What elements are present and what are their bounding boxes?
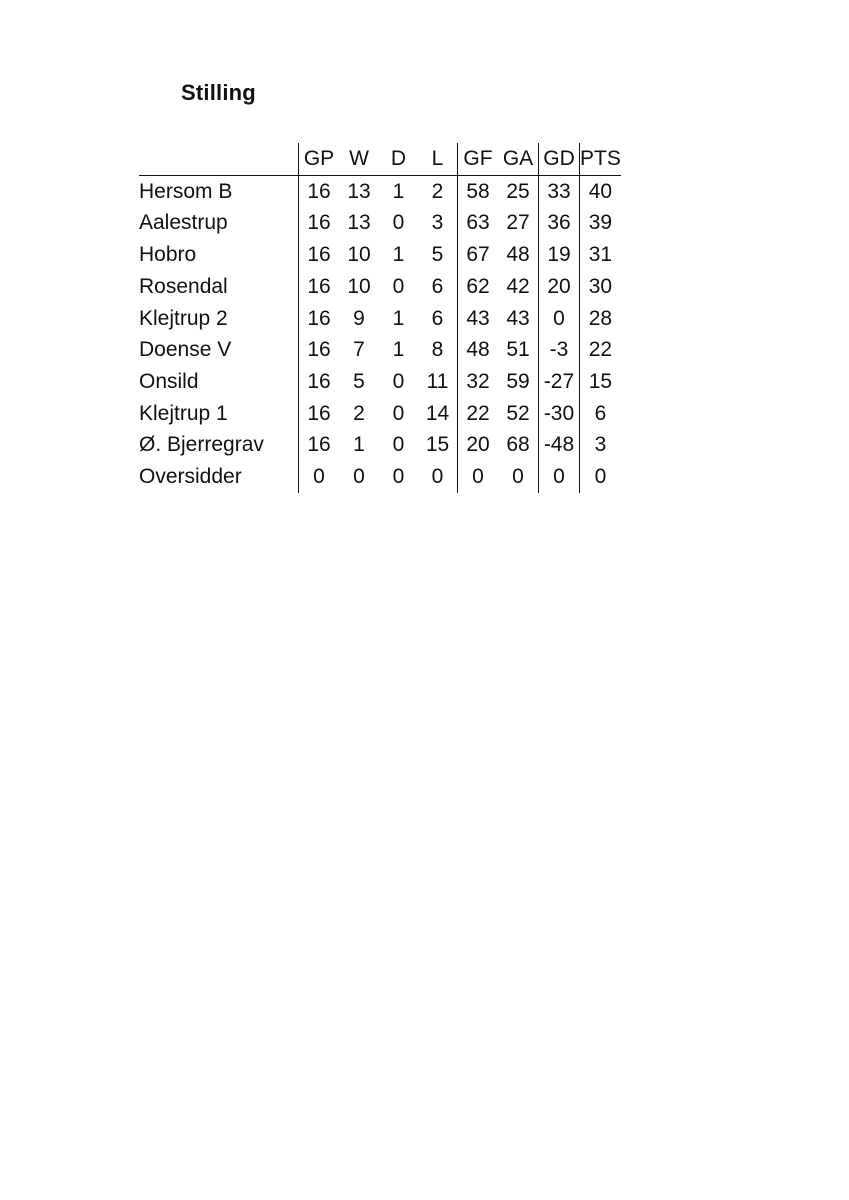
cell-d: 0 xyxy=(392,369,405,393)
cell-pts: 15 xyxy=(580,366,621,398)
header-team xyxy=(139,143,299,175)
cell-pts: 22 xyxy=(580,334,621,366)
cell-gf: 62 xyxy=(458,271,499,303)
team-name: Aalestrup xyxy=(139,211,228,235)
cell-gd: 0 xyxy=(539,461,580,493)
cell-gp: 16 xyxy=(299,239,340,271)
cell-d: 0 xyxy=(392,465,405,489)
cell-gf: 67 xyxy=(458,239,499,271)
cell-d: 0 xyxy=(392,433,405,457)
cell-w: 13 xyxy=(347,179,371,203)
cell-l: 3 xyxy=(431,211,444,235)
table-row xyxy=(139,239,621,271)
table-row xyxy=(139,271,621,303)
cell-l: 8 xyxy=(431,338,444,362)
cell-l: 6 xyxy=(431,306,444,330)
table-row xyxy=(139,334,621,366)
cell-gd: -30 xyxy=(539,398,580,430)
page-title: Stilling xyxy=(181,80,256,105)
cell-l: 6 xyxy=(431,274,444,298)
cell-pts: 40 xyxy=(580,175,621,207)
cell-pts: 30 xyxy=(580,271,621,303)
standings-body xyxy=(139,175,621,493)
cell-ga: 0 xyxy=(512,465,524,489)
cell-ga: 43 xyxy=(506,306,530,330)
cell-gp: 16 xyxy=(299,334,340,366)
cell-gp: 16 xyxy=(299,271,340,303)
team-name: Rosendal xyxy=(139,274,228,298)
cell-w: 0 xyxy=(353,465,365,489)
cell-ga: 52 xyxy=(506,401,530,425)
cell-gf: 58 xyxy=(458,175,499,207)
cell-ga: 42 xyxy=(506,274,530,298)
cell-gd: 19 xyxy=(539,239,580,271)
cell-l: 0 xyxy=(431,465,444,489)
cell-gp: 16 xyxy=(299,429,340,461)
cell-gp: 16 xyxy=(299,175,340,207)
table-row xyxy=(139,429,621,461)
standings-table xyxy=(139,143,621,493)
cell-gf: 22 xyxy=(458,398,499,430)
cell-d: 0 xyxy=(392,401,405,425)
cell-d: 1 xyxy=(392,338,405,362)
cell-ga: 68 xyxy=(506,433,530,457)
team-name: Doense V xyxy=(139,338,232,362)
cell-gf: 20 xyxy=(458,429,499,461)
cell-w: 10 xyxy=(347,274,371,298)
header-gd: GD xyxy=(539,143,580,175)
cell-gd: -3 xyxy=(539,334,580,366)
header-l: L xyxy=(418,143,458,175)
team-name: Oversidder xyxy=(139,465,242,489)
header-pts: PTS xyxy=(580,143,621,175)
cell-d: 0 xyxy=(392,274,405,298)
cell-d: 1 xyxy=(392,243,405,267)
cell-ga: 48 xyxy=(506,243,530,267)
team-name: Hobro xyxy=(139,243,197,267)
cell-gf: 48 xyxy=(458,334,499,366)
header-ga: GA xyxy=(498,143,539,175)
cell-l: 2 xyxy=(431,179,444,203)
cell-gd: 36 xyxy=(539,207,580,239)
header-row xyxy=(139,143,621,175)
cell-gp: 16 xyxy=(299,207,340,239)
team-name: Klejtrup 2 xyxy=(139,306,228,330)
cell-ga: 51 xyxy=(506,338,530,362)
cell-d: 1 xyxy=(392,306,405,330)
cell-pts: 39 xyxy=(580,207,621,239)
table-row xyxy=(139,461,621,493)
cell-w: 1 xyxy=(353,433,365,457)
cell-gf: 0 xyxy=(458,461,499,493)
cell-ga: 59 xyxy=(506,369,530,393)
cell-w: 7 xyxy=(353,338,365,362)
cell-pts: 6 xyxy=(580,398,621,430)
team-name: Ø. Bjerregrav xyxy=(139,433,264,457)
cell-w: 2 xyxy=(353,401,365,425)
cell-gp: 16 xyxy=(299,303,340,335)
table-row xyxy=(139,207,621,239)
header-d: D xyxy=(379,143,418,175)
standings-header xyxy=(139,143,621,175)
cell-gp: 16 xyxy=(299,398,340,430)
cell-ga: 27 xyxy=(506,211,530,235)
cell-gd: 33 xyxy=(539,175,580,207)
cell-l: 11 xyxy=(426,369,449,393)
cell-d: 0 xyxy=(392,211,405,235)
cell-gd: -27 xyxy=(539,366,580,398)
table-row xyxy=(139,398,621,430)
cell-w: 10 xyxy=(347,243,371,267)
cell-w: 9 xyxy=(353,306,365,330)
cell-gf: 43 xyxy=(458,303,499,335)
cell-w: 5 xyxy=(353,369,365,393)
cell-pts: 31 xyxy=(580,239,621,271)
header-gp: GP xyxy=(299,143,340,175)
cell-pts: 0 xyxy=(580,461,621,493)
cell-gf: 32 xyxy=(458,366,499,398)
cell-l: 14 xyxy=(425,401,450,425)
table-row xyxy=(139,303,621,335)
team-name: Klejtrup 1 xyxy=(139,401,228,425)
cell-w: 13 xyxy=(347,211,371,235)
cell-gp: 0 xyxy=(299,461,340,493)
cell-gp: 16 xyxy=(299,366,340,398)
table-row xyxy=(139,175,621,207)
team-name: Onsild xyxy=(139,369,199,393)
cell-pts: 3 xyxy=(580,429,621,461)
header-gf: GF xyxy=(458,143,499,175)
cell-pts: 28 xyxy=(580,303,621,335)
cell-gd: 0 xyxy=(539,303,580,335)
header-w: W xyxy=(339,143,379,175)
cell-ga: 25 xyxy=(506,179,530,203)
cell-d: 1 xyxy=(392,179,405,203)
cell-l: 5 xyxy=(431,243,444,267)
cell-gd: 20 xyxy=(539,271,580,303)
team-name: Hersom B xyxy=(139,179,233,203)
cell-l: 15 xyxy=(425,433,450,457)
table-row xyxy=(139,366,621,398)
cell-gf: 63 xyxy=(458,207,499,239)
cell-gd: -48 xyxy=(539,429,580,461)
